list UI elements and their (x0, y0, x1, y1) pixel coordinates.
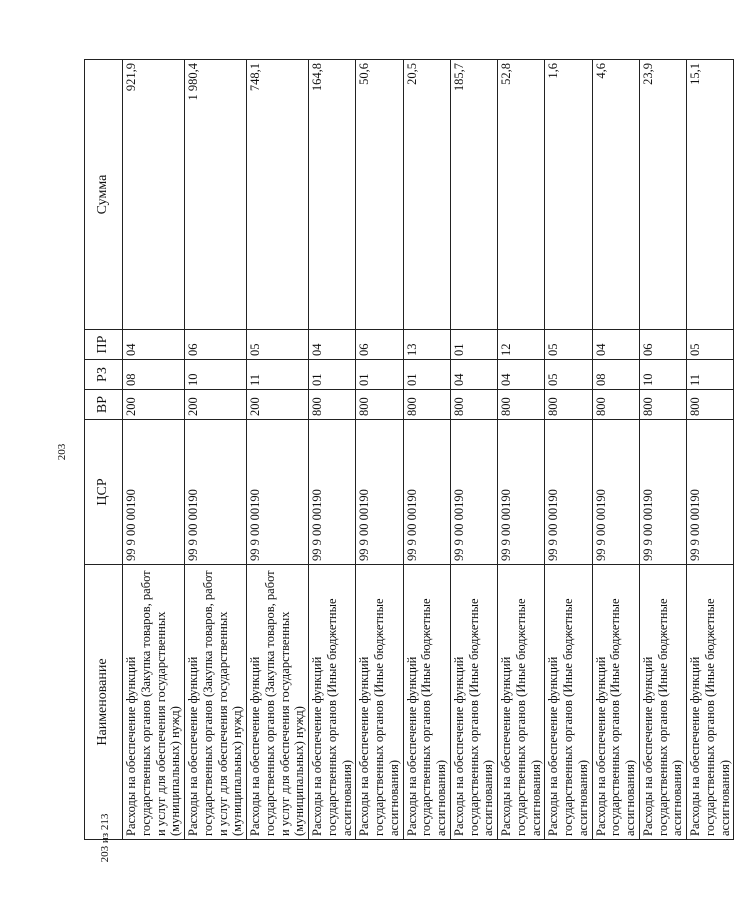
row-rz: 01 (309, 360, 356, 390)
header-name: Наименование (85, 565, 123, 840)
row-sum: 185,7 (450, 60, 497, 330)
table-header-row (85, 60, 123, 840)
row-csr: 99 9 00 00190 (687, 420, 734, 565)
row-vr: 800 (545, 390, 592, 420)
header-vr: ВР (85, 390, 123, 420)
row-rz: 08 (123, 360, 185, 390)
row-name: Расходы на обеспечение функций государственных органов (Иные бюджетные ассигнования) (356, 565, 403, 840)
row-name: Расходы на обеспечение функций государственных органов (Закупка товаров, работ и услуг для обеспечения государственных (муниципальных) нужд) (123, 565, 185, 840)
row-sum: 921,9 (123, 60, 185, 330)
row-name: Расходы на обеспечение функций государственных органов (Закупка товаров, работ и услуг для обеспечения государственных (муниципальных) нужд) (185, 565, 247, 840)
row-sum: 23,9 (639, 60, 686, 330)
row-vr: 800 (309, 390, 356, 420)
row-rz: 01 (356, 360, 403, 390)
row-pr: 12 (498, 330, 545, 360)
row-name: Расходы на обеспечение функций государственных органов (Иные бюджетные ассигнования) (309, 565, 356, 840)
row-rz: 01 (403, 360, 450, 390)
row-sum: 748,1 (247, 60, 309, 330)
row-pr: 04 (592, 330, 639, 360)
row-csr: 99 9 00 00190 (123, 420, 185, 565)
row-pr: 05 (247, 330, 309, 360)
row-rz: 05 (545, 360, 592, 390)
row-rz: 11 (687, 360, 734, 390)
row-vr: 800 (639, 390, 686, 420)
table-row (247, 60, 309, 840)
row-pr: 01 (450, 330, 497, 360)
row-name: Расходы на обеспечение функций государственных органов (Иные бюджетные ассигнования) (545, 565, 592, 840)
row-vr: 200 (123, 390, 185, 420)
row-vr: 800 (687, 390, 734, 420)
row-pr: 04 (309, 330, 356, 360)
row-pr: 05 (545, 330, 592, 360)
row-pr: 05 (687, 330, 734, 360)
row-sum: 1,6 (545, 60, 592, 330)
row-csr: 99 9 00 00190 (592, 420, 639, 565)
header-sum: Сумма (85, 60, 123, 330)
row-csr: 99 9 00 00190 (309, 420, 356, 565)
table-row (450, 60, 497, 840)
row-pr: 04 (123, 330, 185, 360)
budget-table (84, 59, 734, 840)
header-csr: ЦСР (85, 420, 123, 565)
row-sum: 164,8 (309, 60, 356, 330)
page-number: 203 (56, 443, 68, 461)
row-name: Расходы на обеспечение функций государственных органов (Закупка товаров, работ и услуг для обеспечения государственных (муниципальных) нужд) (247, 565, 309, 840)
row-name: Расходы на обеспечение функций государственных органов (Иные бюджетные ассигнования) (639, 565, 686, 840)
table-row (123, 60, 185, 840)
row-rz: 04 (450, 360, 497, 390)
header-rz: РЗ (85, 360, 123, 390)
row-name: Расходы на обеспечение функций государственных органов (Иные бюджетные ассигнования) (450, 565, 497, 840)
row-csr: 99 9 00 00190 (498, 420, 545, 565)
row-vr: 800 (356, 390, 403, 420)
row-vr: 200 (185, 390, 247, 420)
row-vr: 800 (403, 390, 450, 420)
row-csr: 99 9 00 00190 (403, 420, 450, 565)
row-csr: 99 9 00 00190 (185, 420, 247, 565)
row-sum: 50,6 (356, 60, 403, 330)
row-pr: 06 (356, 330, 403, 360)
row-rz: 10 (185, 360, 247, 390)
row-name: Расходы на обеспечение функций государственных органов (Иные бюджетные ассигнования) (687, 565, 734, 840)
row-csr: 99 9 00 00190 (545, 420, 592, 565)
table-row (545, 60, 592, 840)
row-name: Расходы на обеспечение функций государственных органов (Иные бюджетные ассигнования) (403, 565, 450, 840)
row-sum: 52,8 (498, 60, 545, 330)
row-csr: 99 9 00 00190 (356, 420, 403, 565)
table-row (498, 60, 545, 840)
row-sum: 4,6 (592, 60, 639, 330)
row-rz: 08 (592, 360, 639, 390)
table-row (185, 60, 247, 840)
header-pr: ПР (85, 330, 123, 360)
row-csr: 99 9 00 00190 (639, 420, 686, 565)
row-csr: 99 9 00 00190 (247, 420, 309, 565)
row-vr: 200 (247, 390, 309, 420)
page-footer: 203 из 213 (99, 813, 111, 863)
table-row (356, 60, 403, 840)
table-row (403, 60, 450, 840)
row-sum: 20,5 (403, 60, 450, 330)
row-rz: 11 (247, 360, 309, 390)
row-sum: 15,1 (687, 60, 734, 330)
row-rz: 10 (639, 360, 686, 390)
row-vr: 800 (498, 390, 545, 420)
row-csr: 99 9 00 00190 (450, 420, 497, 565)
table-row (687, 60, 734, 840)
row-rz: 04 (498, 360, 545, 390)
table-row (592, 60, 639, 840)
row-vr: 800 (592, 390, 639, 420)
row-pr: 13 (403, 330, 450, 360)
row-vr: 800 (450, 390, 497, 420)
row-pr: 06 (185, 330, 247, 360)
table-row (639, 60, 686, 840)
row-sum: 1 980,4 (185, 60, 247, 330)
budget-table-rotated (84, 60, 732, 840)
row-name: Расходы на обеспечение функций государственных органов (Иные бюджетные ассигнования) (592, 565, 639, 840)
row-pr: 06 (639, 330, 686, 360)
table-row (309, 60, 356, 840)
row-name: Расходы на обеспечение функций государственных органов (Иные бюджетные ассигнования) (498, 565, 545, 840)
